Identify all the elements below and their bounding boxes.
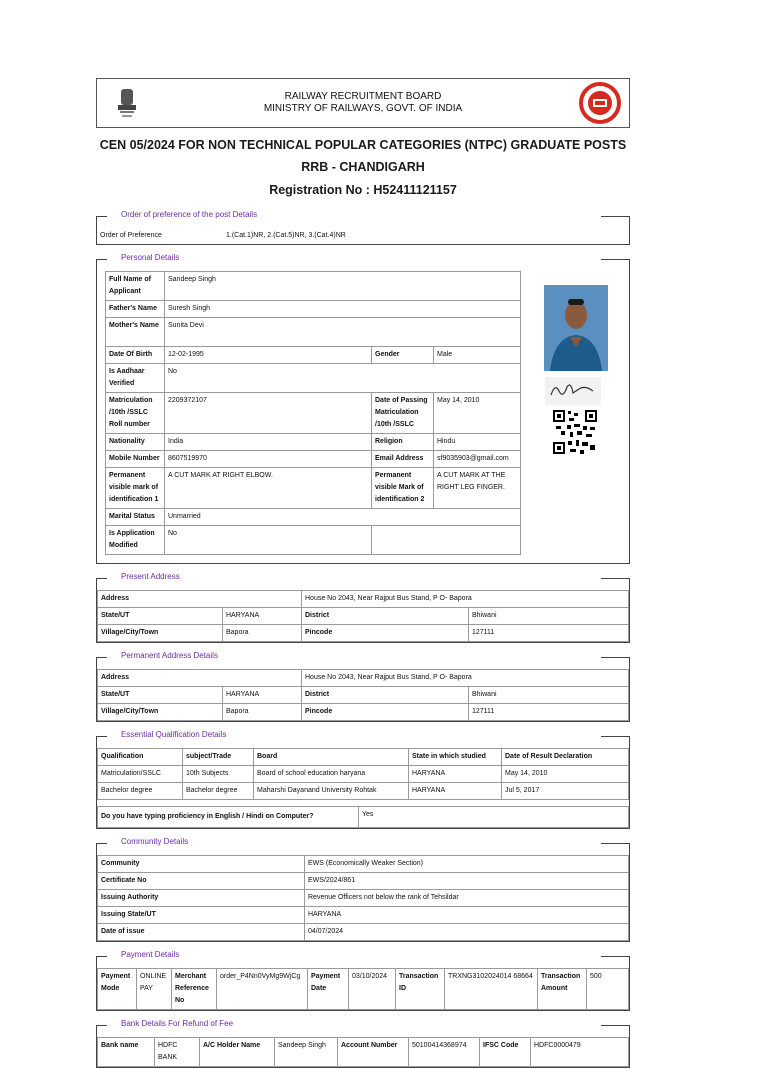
present-village: Bapora	[223, 625, 302, 642]
field-label: Transaction Amount	[538, 969, 587, 1010]
section-title: Present Address	[121, 572, 180, 581]
permanent-district: Bhiwani	[469, 687, 629, 704]
field-label: Marital Status	[106, 509, 165, 526]
typing-question: Do you have typing proficiency in English / Hindi on Computer?	[98, 807, 359, 828]
table-cell: Maharshi Dayanand University Rohtak	[254, 783, 409, 800]
field-label: Payment Mode	[98, 969, 137, 1010]
section-title: Personal Details	[121, 253, 180, 262]
nationality: India	[165, 434, 372, 451]
field-label: Mother's Name	[106, 318, 165, 347]
field-label: Account Number	[338, 1038, 409, 1067]
bank-name: HDFC BANK	[155, 1038, 200, 1067]
transaction-id: TRXNG3102024014 68664	[445, 969, 538, 1010]
bank-section	[96, 1019, 630, 1068]
field-label: IFSC Code	[480, 1038, 531, 1067]
org-line-1: RAILWAY RECRUITMENT BOARD	[284, 91, 442, 102]
notice-title: CEN 05/2024 FOR NON TECHNICAL POPULAR CATEGORIES (NTPC) GRADUATE POSTS	[99, 138, 627, 152]
passing-date: May 14, 2010	[434, 393, 521, 434]
field-label: Full Name of Applicant	[106, 272, 165, 301]
present-address-section	[96, 572, 630, 643]
payment-mode: ONLINE PAY	[137, 969, 172, 1010]
personal-section	[96, 253, 630, 564]
permanent-address: House No 2043, Near Rajput Bus Stand, P O- Bapora	[302, 670, 629, 687]
account-number: 50100414368974	[409, 1038, 480, 1067]
field-label: Is Application Modified	[106, 526, 165, 555]
column-header: subject/Trade	[183, 749, 254, 766]
field-label: Payment Date	[308, 969, 349, 1010]
field-label: Date of issue	[98, 924, 305, 941]
dob: 12-02-1995	[165, 347, 372, 364]
identification-mark-1: A CUT MARK AT RIGHT ELBOW.	[165, 468, 372, 509]
payment-section	[96, 950, 630, 1011]
certificate-no: EWS/2024/861	[305, 873, 629, 890]
field-label: A/C Holder Name	[200, 1038, 275, 1067]
header-box	[96, 78, 630, 128]
field-label: District	[302, 687, 469, 704]
registration-number: Registration No : H52411121157	[269, 183, 457, 197]
section-title: Permanent Address Details	[121, 651, 218, 660]
table-row	[98, 783, 629, 800]
community-section	[96, 837, 630, 942]
table-cell: HARYANA	[409, 766, 502, 783]
preference-value: 1.(Cat.1)NR, 2.(Cat.5)NR, 3.(Cat.4)NR	[226, 232, 346, 239]
present-address: House No 2043, Near Rajput Bus Stand, P O- Bapora	[302, 591, 629, 608]
person-icon	[544, 285, 608, 371]
field-label: Bank name	[98, 1038, 155, 1067]
field-label: Pincode	[302, 704, 469, 721]
applicant-photo	[544, 285, 608, 371]
table-cell: Board of school education haryana	[254, 766, 409, 783]
table-cell: 10th Subjects	[183, 766, 254, 783]
full-name: Sandeep Singh	[165, 272, 521, 301]
signature-image	[545, 377, 601, 405]
field-label: Community	[98, 856, 305, 873]
field-label: Address	[98, 670, 302, 687]
marital-status: Unmarried	[165, 509, 521, 526]
present-district: Bhiwani	[469, 608, 629, 625]
field-label: Address	[98, 591, 302, 608]
org-line-2: MINISTRY OF RAILWAYS, GOVT. OF INDIA	[263, 103, 463, 114]
present-state: HARYANA	[223, 608, 302, 625]
column-header: Date of Result Declaration	[502, 749, 629, 766]
identification-mark-2: A CUT MARK AT THE RIGHT LEG FINGER.	[434, 468, 521, 509]
qr-code-icon	[552, 409, 598, 455]
present-pincode: 127111	[469, 625, 629, 642]
section-title: Bank Details For Refund of Fee	[121, 1019, 234, 1028]
permanent-pincode: 127111	[469, 704, 629, 721]
field-label: State/UT	[98, 687, 223, 704]
preference-label: Order of Preference	[100, 232, 162, 239]
transaction-amount: 500	[587, 969, 629, 1010]
ifsc-code: HDFC0000479	[531, 1038, 629, 1067]
table-cell: HARYANA	[409, 783, 502, 800]
application-modified: No	[165, 526, 372, 555]
issuing-state: HARYANA	[305, 907, 629, 924]
field-label: Religion	[372, 434, 434, 451]
field-label: Village/City/Town	[98, 625, 223, 642]
field-label: Permanent visible mark of identification 1	[106, 468, 165, 509]
issue-date: 04/07/2024	[305, 924, 629, 941]
table-cell: Jul 5, 2017	[502, 783, 629, 800]
field-label: District	[302, 608, 469, 625]
table-cell: Bachelor degree	[183, 783, 254, 800]
holder-name: Sandeep Singh	[275, 1038, 338, 1067]
field-label: Issuing Authority	[98, 890, 305, 907]
typing-answer: Yes	[359, 807, 629, 828]
field-label: Father's Name	[106, 301, 165, 318]
roll-number: 2209372107	[165, 393, 372, 434]
email: sf9035903@gmail.com	[434, 451, 521, 468]
empty-cell	[372, 526, 521, 555]
field-label: Date of Passing Matriculation /10th /SSLC	[372, 393, 434, 434]
field-label: Mobile Number	[106, 451, 165, 468]
field-label: Nationality	[106, 434, 165, 451]
field-label: Is Aadhaar Verified	[106, 364, 165, 393]
table-cell: May 14, 2010	[502, 766, 629, 783]
field-label: Gender	[372, 347, 434, 364]
table-cell: Matriculation/SSLC	[98, 766, 183, 783]
father-name: Suresh Singh	[165, 301, 521, 318]
field-label: Merchant Reference No	[172, 969, 217, 1010]
aadhaar-verified: No	[165, 364, 521, 393]
field-label: Village/City/Town	[98, 704, 223, 721]
column-header: Board	[254, 749, 409, 766]
field-label: Date Of Birth	[106, 347, 165, 364]
mobile: 8607519970	[165, 451, 372, 468]
field-label: Pincode	[302, 625, 469, 642]
section-title: Payment Details	[121, 950, 180, 959]
payment-date: 03/10/2024	[349, 969, 396, 1010]
indian-railways-logo-icon	[579, 82, 621, 124]
field-label: Permanent visible Mark of identification 2	[372, 468, 434, 509]
merchant-reference: order_P4Nn0VyMg9WjCg	[217, 969, 308, 1010]
field-label: State/UT	[98, 608, 223, 625]
mother-name: Sunita Devi	[165, 318, 521, 347]
preference-section	[96, 210, 630, 245]
qualification-section	[96, 730, 630, 829]
table-cell: Bachelor degree	[98, 783, 183, 800]
permanent-address-section	[96, 651, 630, 722]
rrb-name: RRB - CHANDIGARH	[301, 160, 425, 174]
section-title: Essential Qualification Details	[121, 730, 227, 739]
field-label: Transaction ID	[396, 969, 445, 1010]
field-label: Certificate No	[98, 873, 305, 890]
table-row	[98, 766, 629, 783]
field-label: Issuing State/UT	[98, 907, 305, 924]
field-label: Matriculation /10th /SSLC Roll number	[106, 393, 165, 434]
gender: Male	[434, 347, 521, 364]
section-title: Order of preference of the post Details	[121, 210, 258, 219]
issuing-authority: Revenue Officers not below the rank of Tehsildar	[305, 890, 629, 907]
permanent-village: Bapora	[223, 704, 302, 721]
community: EWS (Economically Weaker Section)	[305, 856, 629, 873]
column-header: State in which studied	[409, 749, 502, 766]
column-header: Qualification	[98, 749, 183, 766]
section-title: Community Details	[121, 837, 189, 846]
application-sheet	[96, 78, 630, 1068]
field-label: Email Address	[372, 451, 434, 468]
religion: Hindu	[434, 434, 521, 451]
permanent-state: HARYANA	[223, 687, 302, 704]
